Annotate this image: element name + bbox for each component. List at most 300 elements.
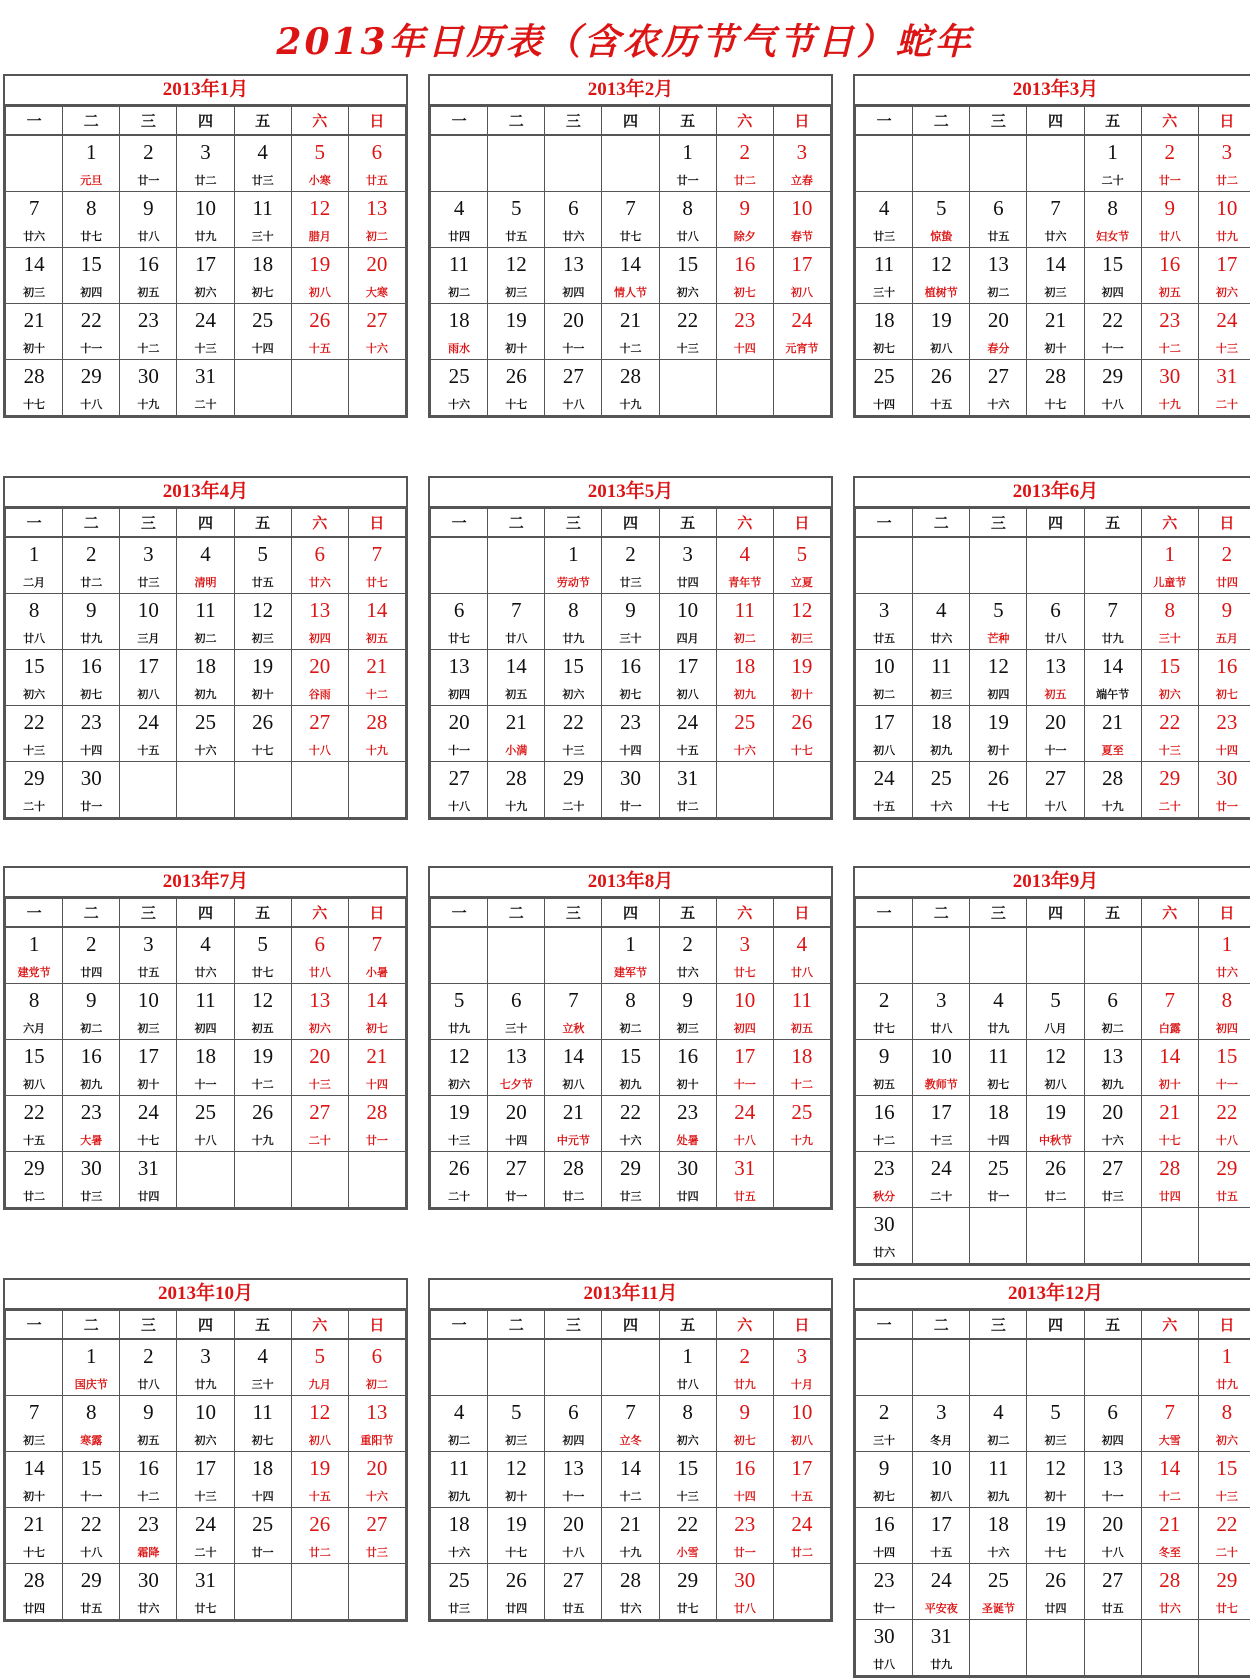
day-cell[interactable] (913, 1452, 970, 1508)
day-cell[interactable] (602, 537, 659, 594)
day-cell[interactable] (348, 1508, 405, 1564)
day-cell[interactable] (177, 304, 234, 360)
day-cell[interactable] (545, 304, 602, 360)
day-cell[interactable] (1198, 1152, 1250, 1208)
day-cell[interactable] (1084, 248, 1141, 304)
day-cell[interactable] (716, 650, 773, 706)
day-cell[interactable] (1141, 192, 1198, 248)
day-cell[interactable] (6, 1452, 63, 1508)
day-cell[interactable] (488, 1508, 545, 1564)
day-cell[interactable] (1198, 984, 1250, 1040)
day-cell[interactable] (913, 762, 970, 818)
day-cell[interactable] (1027, 360, 1084, 416)
day-cell[interactable] (659, 1452, 716, 1508)
day-cell[interactable] (1141, 594, 1198, 650)
day-cell[interactable] (234, 1339, 291, 1396)
day-cell[interactable] (120, 248, 177, 304)
day-cell[interactable] (348, 248, 405, 304)
day-cell[interactable] (177, 594, 234, 650)
day-cell[interactable] (234, 706, 291, 762)
day-cell[interactable] (1141, 706, 1198, 762)
day-cell[interactable] (913, 248, 970, 304)
day-cell[interactable] (120, 1508, 177, 1564)
day-cell[interactable] (348, 1040, 405, 1096)
day-cell[interactable] (856, 1208, 913, 1264)
day-cell[interactable] (431, 706, 488, 762)
day-cell[interactable] (659, 537, 716, 594)
day-cell[interactable] (431, 1396, 488, 1452)
day-cell[interactable] (291, 984, 348, 1040)
day-cell[interactable] (970, 1508, 1027, 1564)
day-cell[interactable] (856, 1564, 913, 1620)
day-cell[interactable] (63, 304, 120, 360)
day-cell[interactable] (1084, 762, 1141, 818)
day-cell[interactable] (63, 1564, 120, 1620)
day-cell[interactable] (545, 1508, 602, 1564)
day-cell[interactable] (716, 192, 773, 248)
day-cell[interactable] (6, 1508, 63, 1564)
day-cell[interactable] (6, 304, 63, 360)
day-cell[interactable] (120, 192, 177, 248)
day-cell[interactable] (1198, 135, 1250, 192)
day-cell[interactable] (773, 1096, 830, 1152)
day-cell[interactable] (63, 594, 120, 650)
day-cell[interactable] (913, 984, 970, 1040)
day-cell[interactable] (602, 594, 659, 650)
day-cell[interactable] (716, 984, 773, 1040)
day-cell[interactable] (120, 1339, 177, 1396)
day-cell[interactable] (856, 1620, 913, 1676)
day-cell[interactable] (6, 1396, 63, 1452)
day-cell[interactable] (602, 1508, 659, 1564)
day-cell[interactable] (1084, 594, 1141, 650)
day-cell[interactable] (545, 537, 602, 594)
day-cell[interactable] (431, 304, 488, 360)
day-cell[interactable] (6, 537, 63, 594)
day-cell[interactable] (602, 192, 659, 248)
day-cell[interactable] (773, 304, 830, 360)
day-cell[interactable] (1084, 1564, 1141, 1620)
day-cell[interactable] (348, 650, 405, 706)
day-cell[interactable] (291, 192, 348, 248)
day-cell[interactable] (913, 594, 970, 650)
day-cell[interactable] (431, 1096, 488, 1152)
day-cell[interactable] (913, 192, 970, 248)
day-cell[interactable] (1198, 537, 1250, 594)
day-cell[interactable] (291, 1508, 348, 1564)
day-cell[interactable] (488, 248, 545, 304)
day-cell[interactable] (488, 1040, 545, 1096)
day-cell[interactable] (63, 192, 120, 248)
day-cell[interactable] (120, 537, 177, 594)
day-cell[interactable] (970, 706, 1027, 762)
day-cell[interactable] (773, 1508, 830, 1564)
day-cell[interactable] (856, 1096, 913, 1152)
day-cell[interactable] (488, 650, 545, 706)
day-cell[interactable] (488, 762, 545, 818)
day-cell[interactable] (6, 1564, 63, 1620)
day-cell[interactable] (120, 304, 177, 360)
day-cell[interactable] (659, 1339, 716, 1396)
day-cell[interactable] (348, 1339, 405, 1396)
day-cell[interactable] (488, 360, 545, 416)
day-cell[interactable] (1198, 304, 1250, 360)
day-cell[interactable] (545, 706, 602, 762)
day-cell[interactable] (63, 1152, 120, 1208)
day-cell[interactable] (716, 1396, 773, 1452)
day-cell[interactable] (659, 248, 716, 304)
day-cell[interactable] (1084, 1152, 1141, 1208)
day-cell[interactable] (291, 927, 348, 984)
day-cell[interactable] (63, 1339, 120, 1396)
day-cell[interactable] (177, 1396, 234, 1452)
day-cell[interactable] (1141, 135, 1198, 192)
day-cell[interactable] (234, 927, 291, 984)
day-cell[interactable] (913, 650, 970, 706)
day-cell[interactable] (716, 537, 773, 594)
day-cell[interactable] (120, 135, 177, 192)
day-cell[interactable] (177, 984, 234, 1040)
day-cell[interactable] (63, 1452, 120, 1508)
day-cell[interactable] (602, 1452, 659, 1508)
day-cell[interactable] (431, 1452, 488, 1508)
day-cell[interactable] (970, 1452, 1027, 1508)
day-cell[interactable] (856, 1508, 913, 1564)
day-cell[interactable] (1027, 1564, 1084, 1620)
day-cell[interactable] (913, 1040, 970, 1096)
day-cell[interactable] (488, 1096, 545, 1152)
day-cell[interactable] (716, 1339, 773, 1396)
day-cell[interactable] (120, 1040, 177, 1096)
day-cell[interactable] (177, 650, 234, 706)
day-cell[interactable] (602, 927, 659, 984)
day-cell[interactable] (1084, 192, 1141, 248)
day-cell[interactable] (856, 1152, 913, 1208)
day-cell[interactable] (1198, 1396, 1250, 1452)
day-cell[interactable] (716, 248, 773, 304)
day-cell[interactable] (602, 1152, 659, 1208)
day-cell[interactable] (1141, 1564, 1198, 1620)
day-cell[interactable] (177, 1040, 234, 1096)
day-cell[interactable] (63, 1096, 120, 1152)
day-cell[interactable] (1141, 1040, 1198, 1096)
day-cell[interactable] (6, 984, 63, 1040)
day-cell[interactable] (659, 192, 716, 248)
day-cell[interactable] (348, 984, 405, 1040)
day-cell[interactable] (1027, 192, 1084, 248)
day-cell[interactable] (602, 360, 659, 416)
day-cell[interactable] (1198, 594, 1250, 650)
day-cell[interactable] (602, 706, 659, 762)
day-cell[interactable] (773, 135, 830, 192)
day-cell[interactable] (716, 1096, 773, 1152)
day-cell[interactable] (291, 594, 348, 650)
day-cell[interactable] (659, 304, 716, 360)
day-cell[interactable] (348, 304, 405, 360)
day-cell[interactable] (1027, 248, 1084, 304)
day-cell[interactable] (431, 1152, 488, 1208)
day-cell[interactable] (856, 706, 913, 762)
day-cell[interactable] (773, 1339, 830, 1396)
day-cell[interactable] (1141, 984, 1198, 1040)
day-cell[interactable] (1027, 1096, 1084, 1152)
day-cell[interactable] (291, 1096, 348, 1152)
day-cell[interactable] (602, 762, 659, 818)
day-cell[interactable] (63, 360, 120, 416)
day-cell[interactable] (120, 984, 177, 1040)
day-cell[interactable] (1141, 650, 1198, 706)
day-cell[interactable] (120, 1564, 177, 1620)
day-cell[interactable] (856, 360, 913, 416)
day-cell[interactable] (1027, 650, 1084, 706)
day-cell[interactable] (970, 1152, 1027, 1208)
day-cell[interactable] (6, 762, 63, 818)
day-cell[interactable] (1027, 984, 1084, 1040)
day-cell[interactable] (1027, 594, 1084, 650)
day-cell[interactable] (1084, 1508, 1141, 1564)
day-cell[interactable] (659, 927, 716, 984)
day-cell[interactable] (1027, 304, 1084, 360)
day-cell[interactable] (234, 304, 291, 360)
day-cell[interactable] (488, 594, 545, 650)
day-cell[interactable] (659, 1396, 716, 1452)
day-cell[interactable] (177, 927, 234, 984)
day-cell[interactable] (120, 1396, 177, 1452)
day-cell[interactable] (177, 360, 234, 416)
day-cell[interactable] (431, 248, 488, 304)
day-cell[interactable] (234, 537, 291, 594)
day-cell[interactable] (177, 192, 234, 248)
day-cell[interactable] (1198, 706, 1250, 762)
day-cell[interactable] (659, 650, 716, 706)
day-cell[interactable] (913, 706, 970, 762)
day-cell[interactable] (291, 1396, 348, 1452)
day-cell[interactable] (177, 1564, 234, 1620)
day-cell[interactable] (1027, 1152, 1084, 1208)
day-cell[interactable] (773, 537, 830, 594)
day-cell[interactable] (716, 135, 773, 192)
day-cell[interactable] (120, 1096, 177, 1152)
day-cell[interactable] (659, 135, 716, 192)
day-cell[interactable] (120, 1152, 177, 1208)
day-cell[interactable] (488, 192, 545, 248)
day-cell[interactable] (1141, 537, 1198, 594)
day-cell[interactable] (602, 1396, 659, 1452)
day-cell[interactable] (348, 135, 405, 192)
day-cell[interactable] (773, 248, 830, 304)
day-cell[interactable] (545, 1096, 602, 1152)
day-cell[interactable] (659, 762, 716, 818)
day-cell[interactable] (177, 537, 234, 594)
day-cell[interactable] (291, 1040, 348, 1096)
day-cell[interactable] (6, 192, 63, 248)
day-cell[interactable] (773, 650, 830, 706)
day-cell[interactable] (431, 650, 488, 706)
day-cell[interactable] (1084, 984, 1141, 1040)
day-cell[interactable] (856, 304, 913, 360)
day-cell[interactable] (1027, 762, 1084, 818)
day-cell[interactable] (856, 594, 913, 650)
day-cell[interactable] (602, 248, 659, 304)
day-cell[interactable] (1141, 1452, 1198, 1508)
day-cell[interactable] (1084, 1396, 1141, 1452)
day-cell[interactable] (970, 984, 1027, 1040)
day-cell[interactable] (234, 248, 291, 304)
day-cell[interactable] (63, 1040, 120, 1096)
day-cell[interactable] (659, 1508, 716, 1564)
day-cell[interactable] (856, 248, 913, 304)
day-cell[interactable] (63, 927, 120, 984)
day-cell[interactable] (348, 706, 405, 762)
day-cell[interactable] (1141, 1152, 1198, 1208)
day-cell[interactable] (1084, 1040, 1141, 1096)
day-cell[interactable] (234, 1040, 291, 1096)
day-cell[interactable] (1141, 248, 1198, 304)
day-cell[interactable] (63, 984, 120, 1040)
day-cell[interactable] (970, 1040, 1027, 1096)
day-cell[interactable] (431, 1564, 488, 1620)
day-cell[interactable] (6, 594, 63, 650)
day-cell[interactable] (545, 762, 602, 818)
day-cell[interactable] (6, 360, 63, 416)
day-cell[interactable] (488, 984, 545, 1040)
day-cell[interactable] (234, 650, 291, 706)
day-cell[interactable] (545, 594, 602, 650)
day-cell[interactable] (177, 1452, 234, 1508)
day-cell[interactable] (291, 706, 348, 762)
day-cell[interactable] (431, 984, 488, 1040)
day-cell[interactable] (1141, 1096, 1198, 1152)
day-cell[interactable] (63, 762, 120, 818)
day-cell[interactable] (1198, 762, 1250, 818)
day-cell[interactable] (1141, 1396, 1198, 1452)
day-cell[interactable] (63, 706, 120, 762)
day-cell[interactable] (773, 1396, 830, 1452)
day-cell[interactable] (970, 594, 1027, 650)
day-cell[interactable] (1141, 360, 1198, 416)
day-cell[interactable] (348, 1452, 405, 1508)
day-cell[interactable] (913, 1396, 970, 1452)
day-cell[interactable] (488, 1564, 545, 1620)
day-cell[interactable] (431, 1508, 488, 1564)
day-cell[interactable] (431, 1040, 488, 1096)
day-cell[interactable] (1198, 192, 1250, 248)
day-cell[interactable] (1198, 360, 1250, 416)
day-cell[interactable] (602, 1096, 659, 1152)
day-cell[interactable] (913, 304, 970, 360)
day-cell[interactable] (6, 248, 63, 304)
day-cell[interactable] (716, 1452, 773, 1508)
day-cell[interactable] (6, 1096, 63, 1152)
day-cell[interactable] (234, 135, 291, 192)
day-cell[interactable] (1141, 1508, 1198, 1564)
day-cell[interactable] (291, 537, 348, 594)
day-cell[interactable] (913, 1096, 970, 1152)
day-cell[interactable] (856, 1040, 913, 1096)
day-cell[interactable] (488, 1152, 545, 1208)
day-cell[interactable] (913, 1152, 970, 1208)
day-cell[interactable] (6, 650, 63, 706)
day-cell[interactable] (291, 1452, 348, 1508)
day-cell[interactable] (856, 192, 913, 248)
day-cell[interactable] (970, 650, 1027, 706)
day-cell[interactable] (773, 706, 830, 762)
day-cell[interactable] (348, 192, 405, 248)
day-cell[interactable] (291, 1339, 348, 1396)
day-cell[interactable] (773, 927, 830, 984)
day-cell[interactable] (234, 1396, 291, 1452)
day-cell[interactable] (291, 135, 348, 192)
day-cell[interactable] (488, 706, 545, 762)
day-cell[interactable] (1198, 650, 1250, 706)
day-cell[interactable] (1198, 927, 1250, 984)
day-cell[interactable] (348, 927, 405, 984)
day-cell[interactable] (545, 192, 602, 248)
day-cell[interactable] (6, 927, 63, 984)
day-cell[interactable] (716, 927, 773, 984)
day-cell[interactable] (1084, 135, 1141, 192)
day-cell[interactable] (291, 304, 348, 360)
day-cell[interactable] (1027, 1452, 1084, 1508)
day-cell[interactable] (291, 248, 348, 304)
day-cell[interactable] (120, 927, 177, 984)
day-cell[interactable] (177, 1339, 234, 1396)
day-cell[interactable] (716, 594, 773, 650)
day-cell[interactable] (602, 304, 659, 360)
day-cell[interactable] (1027, 1040, 1084, 1096)
day-cell[interactable] (545, 650, 602, 706)
day-cell[interactable] (659, 706, 716, 762)
day-cell[interactable] (659, 1096, 716, 1152)
day-cell[interactable] (913, 1620, 970, 1676)
day-cell[interactable] (120, 360, 177, 416)
day-cell[interactable] (716, 1564, 773, 1620)
day-cell[interactable] (6, 706, 63, 762)
day-cell[interactable] (1027, 1396, 1084, 1452)
day-cell[interactable] (348, 537, 405, 594)
day-cell[interactable] (431, 192, 488, 248)
day-cell[interactable] (659, 1564, 716, 1620)
day-cell[interactable] (1027, 1508, 1084, 1564)
day-cell[interactable] (913, 360, 970, 416)
day-cell[interactable] (234, 984, 291, 1040)
day-cell[interactable] (716, 706, 773, 762)
day-cell[interactable] (856, 1452, 913, 1508)
day-cell[interactable] (348, 1096, 405, 1152)
day-cell[interactable] (545, 1452, 602, 1508)
day-cell[interactable] (120, 706, 177, 762)
day-cell[interactable] (1084, 360, 1141, 416)
day-cell[interactable] (177, 1096, 234, 1152)
day-cell[interactable] (431, 762, 488, 818)
day-cell[interactable] (602, 984, 659, 1040)
day-cell[interactable] (431, 360, 488, 416)
day-cell[interactable] (234, 1452, 291, 1508)
day-cell[interactable] (63, 135, 120, 192)
day-cell[interactable] (120, 594, 177, 650)
day-cell[interactable] (545, 1152, 602, 1208)
day-cell[interactable] (63, 650, 120, 706)
day-cell[interactable] (545, 248, 602, 304)
day-cell[interactable] (120, 1452, 177, 1508)
day-cell[interactable] (602, 650, 659, 706)
day-cell[interactable] (602, 1564, 659, 1620)
day-cell[interactable] (1141, 762, 1198, 818)
day-cell[interactable] (177, 135, 234, 192)
day-cell[interactable] (970, 1396, 1027, 1452)
day-cell[interactable] (1084, 650, 1141, 706)
day-cell[interactable] (488, 304, 545, 360)
